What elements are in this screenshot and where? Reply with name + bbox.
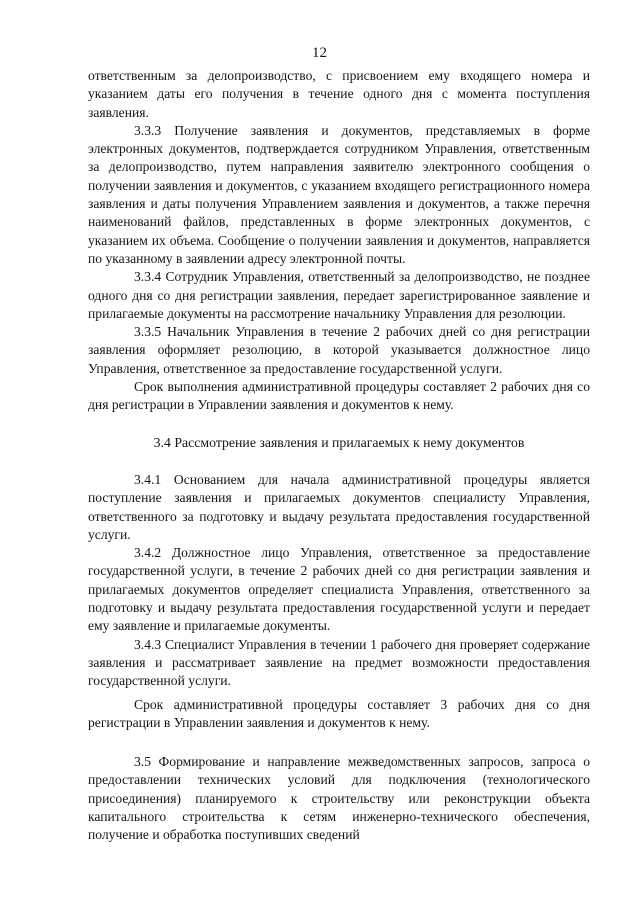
paragraph-continuation: ответственным за делопроизводство, с присвоением ему входящего номера и указанием даты его получения в течение одного дня с момента поступления заявления. bbox=[88, 68, 590, 120]
paragraph-deadline-3-3: Срок выполнения административной процедуры составляет 2 рабочих дня со дня регистрации в Управлении заявления и документов к нему. bbox=[88, 379, 590, 413]
paragraph-3-4-3: 3.4.3 Специалист Управления в течении 1 рабочего дня проверяет содержание заявления и рассматривает заявление на предмет возможности предоставления государственной услуги. bbox=[88, 636, 590, 689]
paragraph-3-3-3: 3.3.3 Получение заявления и документов, представляемых в форме электронных документов, подтверждается сотрудником Управления, ответственным за делопроизводство, путем направления заявителю электронного сообщения о получении заявления и документов, с указанием входящего регистрационного номера заявления и даты получения Управлением заявления и документов, а также перечня наименований файлов, представленных в форме электронных документов, с указанием их объема. Сообщение о получении заявления и документов, направляется по указанному в заявлении адресу электронной почты. bbox=[88, 122, 590, 266]
paragraph-3-4-2: 3.4.2 Должностное лицо Управления, ответственное за предоставление государственной услуги, в течение 2 рабочих дней со дня регистрации заявления и прилагаемых документов определяет специалиста Управления, ответственного за подготовку и выдачу результата предоставления государственной услуги и передает ему заявление и прилагаемые документы. bbox=[88, 545, 590, 634]
section-heading-3-4: 3.4 Рассмотрение заявления и прилагаемых к нему документов bbox=[153, 434, 525, 450]
paragraph-3-3-4: 3.3.4 Сотрудник Управления, ответственный за делопроизводство, не позднее одного дня со дня регистрации заявления, передает зарегистрированное заявление и прилагаемые документы на рассмотрение начальнику Управления для резолюции. bbox=[88, 269, 590, 321]
page-number: 12 bbox=[312, 45, 327, 61]
paragraph-3-4-1: 3.4.1 Основанием для начала административной процедуры является поступление заявления и прилагаемых документов специалисту Управления, ответственного за подготовку и выдачу результата предоставления государственной услуги. bbox=[88, 471, 590, 542]
paragraph-3-5: 3.5 Формирование и направление межведомственных запросов, запроса о предоставлении технических условий для подключения (технологического присоединения) планируемого к строительству или реконструкции объекта капитального строительства к сетям инженерно-технического обеспечения, получение и обработка поступивших сведений bbox=[88, 754, 590, 843]
document-body bbox=[88, 67, 590, 845]
paragraph-3-3-5: 3.3.5 Начальник Управления в течение 2 рабочих дней со дня регистрации заявления оформляет резолюцию, в которой указывается должностное лицо Управления, ответственное за предоставление государственной услуги. bbox=[88, 324, 590, 376]
paragraph-deadline-3-4: Срок административной процедуры составляет 3 рабочих дня со дня регистрации в Управлении заявления и документов к нему. bbox=[88, 696, 590, 730]
